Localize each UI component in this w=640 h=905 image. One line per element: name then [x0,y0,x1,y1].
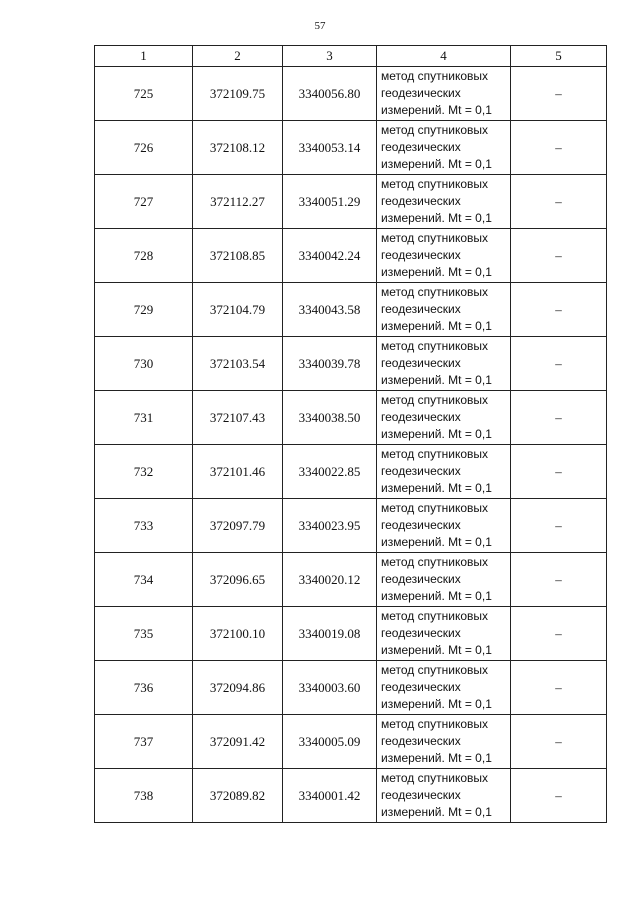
method-line: геодезических [381,356,461,370]
header-col-5: 5 [511,46,607,67]
table-row [95,715,607,769]
measurement-method [377,229,511,283]
note: – [511,715,607,769]
measurement-method [377,715,511,769]
coordinate-y: 3340039.78 [283,337,377,391]
method-line: измерений. Mt = 0,1 [381,589,492,603]
table-row [95,391,607,445]
point-number: 726 [95,121,193,175]
table-row [95,283,607,337]
note: – [511,175,607,229]
table-row [95,121,607,175]
table-row [95,607,607,661]
coordinate-x: 372100.10 [193,607,283,661]
measurement-method [377,607,511,661]
measurement-method [377,661,511,715]
method-line: метод спутниковых [381,69,489,83]
measurement-method [377,391,511,445]
measurement-method [377,499,511,553]
method-line: измерений. Mt = 0,1 [381,643,492,657]
note: – [511,445,607,499]
method-line: метод спутниковых [381,177,489,191]
coordinate-y: 3340051.29 [283,175,377,229]
page-number: 57 [314,20,326,32]
method-line: метод спутниковых [381,231,489,245]
point-number: 728 [95,229,193,283]
header-col-2: 2 [193,46,283,67]
measurement-method [377,445,511,499]
method-line: метод спутниковых [381,501,489,515]
method-line: метод спутниковых [381,339,489,353]
coordinate-x: 372089.82 [193,769,283,823]
point-number: 736 [95,661,193,715]
table-row [95,175,607,229]
point-number: 727 [95,175,193,229]
coordinate-x: 372097.79 [193,499,283,553]
coordinate-y: 3340038.50 [283,391,377,445]
method-line: измерений. Mt = 0,1 [381,157,492,171]
method-line: измерений. Mt = 0,1 [381,265,492,279]
coordinate-x: 372091.42 [193,715,283,769]
measurement-method [377,769,511,823]
method-line: метод спутниковых [381,393,489,407]
table-row [95,499,607,553]
point-number: 725 [95,67,193,121]
method-line: измерений. Mt = 0,1 [381,373,492,387]
note: – [511,337,607,391]
measurement-method [377,337,511,391]
method-line: метод спутниковых [381,285,489,299]
method-line: измерений. Mt = 0,1 [381,427,492,441]
note: – [511,769,607,823]
coordinate-y: 3340001.42 [283,769,377,823]
point-number: 733 [95,499,193,553]
coordinate-x: 372107.43 [193,391,283,445]
method-line: геодезических [381,464,461,478]
coordinate-x: 372109.75 [193,67,283,121]
table-row [95,769,607,823]
coordinate-y: 3340043.58 [283,283,377,337]
coordinate-x: 372112.27 [193,175,283,229]
point-number: 729 [95,283,193,337]
method-line: геодезических [381,86,461,100]
coordinate-y: 3340005.09 [283,715,377,769]
point-number: 731 [95,391,193,445]
coordinate-x: 372103.54 [193,337,283,391]
note: – [511,607,607,661]
coordinate-y: 3340022.85 [283,445,377,499]
measurement-method [377,175,511,229]
table-row [95,229,607,283]
point-number: 732 [95,445,193,499]
coordinate-y: 3340019.08 [283,607,377,661]
coordinate-x: 372108.85 [193,229,283,283]
method-line: измерений. Mt = 0,1 [381,103,492,117]
coordinate-y: 3340042.24 [283,229,377,283]
point-number: 734 [95,553,193,607]
point-number: 738 [95,769,193,823]
coordinate-y: 3340023.95 [283,499,377,553]
method-line: измерений. Mt = 0,1 [381,211,492,225]
method-line: метод спутниковых [381,663,489,677]
note: – [511,661,607,715]
note: – [511,499,607,553]
header-col-1: 1 [95,46,193,67]
measurement-method [377,121,511,175]
method-line: геодезических [381,302,461,316]
note: – [511,229,607,283]
note: – [511,553,607,607]
measurement-method [377,553,511,607]
coordinate-y: 3340020.12 [283,553,377,607]
point-number: 735 [95,607,193,661]
table-row [95,67,607,121]
note: – [511,283,607,337]
method-line: геодезических [381,680,461,694]
note: – [511,121,607,175]
table-row [95,337,607,391]
note: – [511,67,607,121]
method-line: метод спутниковых [381,717,489,731]
method-line: измерений. Mt = 0,1 [381,319,492,333]
method-line: измерений. Mt = 0,1 [381,805,492,819]
method-line: геодезических [381,572,461,586]
point-number: 730 [95,337,193,391]
header-col-4: 4 [377,46,511,67]
coordinate-x: 372104.79 [193,283,283,337]
method-line: измерений. Mt = 0,1 [381,751,492,765]
method-line: геодезических [381,518,461,532]
table-row [95,661,607,715]
coordinate-x: 372108.12 [193,121,283,175]
method-line: метод спутниковых [381,609,489,623]
method-line: метод спутниковых [381,447,489,461]
header-col-3: 3 [283,46,377,67]
coordinates-table [94,45,607,823]
method-line: измерений. Mt = 0,1 [381,697,492,711]
coordinate-x: 372096.65 [193,553,283,607]
note: – [511,391,607,445]
table-body [95,67,607,823]
method-line: метод спутниковых [381,771,489,785]
measurement-method [377,283,511,337]
method-line: метод спутниковых [381,123,489,137]
point-number: 737 [95,715,193,769]
coordinate-x: 372101.46 [193,445,283,499]
method-line: геодезических [381,194,461,208]
coordinate-y: 3340003.60 [283,661,377,715]
method-line: геодезических [381,788,461,802]
measurement-method [377,67,511,121]
method-line: геодезических [381,140,461,154]
table-row [95,553,607,607]
coordinate-y: 3340056.80 [283,67,377,121]
table-row [95,445,607,499]
method-line: метод спутниковых [381,555,489,569]
method-line: геодезических [381,410,461,424]
header-row [95,46,607,67]
method-line: геодезических [381,734,461,748]
method-line: измерений. Mt = 0,1 [381,535,492,549]
method-line: измерений. Mt = 0,1 [381,481,492,495]
coordinate-x: 372094.86 [193,661,283,715]
method-line: геодезических [381,248,461,262]
method-line: геодезических [381,626,461,640]
coordinate-y: 3340053.14 [283,121,377,175]
table-header [95,46,607,67]
